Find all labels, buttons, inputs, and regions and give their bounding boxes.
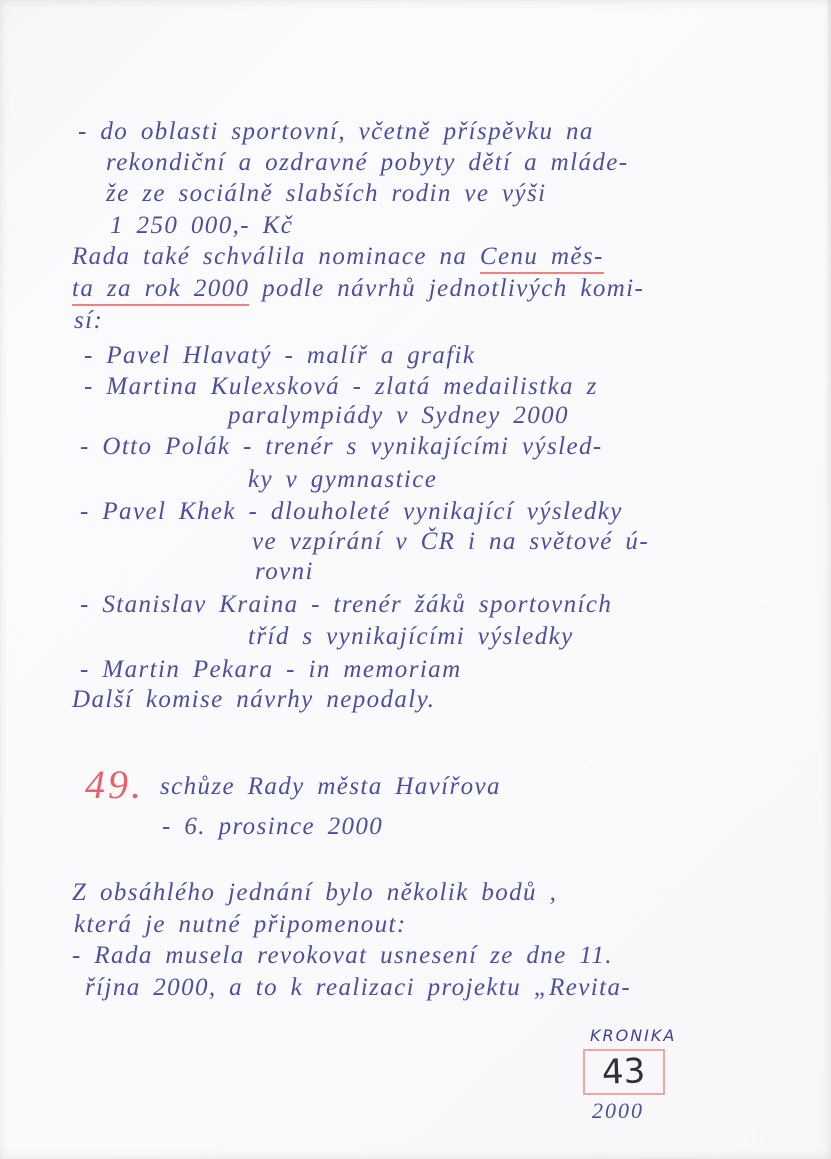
section-heading-date [162,812,383,842]
handwritten-line [72,242,604,272]
text-segment: - Stanislav Kraina - trenér žáků sportovních [80,591,613,618]
handwritten-line [72,274,644,304]
handwritten-line [248,465,437,495]
stamp-box [583,1049,665,1095]
text-segment: - 6. prosince 2000 [162,813,384,840]
meeting-number: 49. [85,762,144,807]
meeting-title: schůze Rady města Havířova [160,773,501,800]
handwritten-line [72,685,435,715]
handwritten-line [110,211,293,241]
text-segment: - Pavel Khek - dlouholeté vynikající výsledky [80,498,623,525]
handwritten-line [248,622,574,652]
handwritten-line [72,941,613,971]
text-segment: která je nutné připomenout: [74,911,407,938]
text-segment: rovni [255,558,314,585]
handwritten-line [72,878,557,908]
text-segment: Další komise návrhy nepodaly. [72,686,436,713]
handwritten-line [80,497,623,527]
stamp-year: 2000 [592,1098,644,1123]
text-segment: ve vzpírání v ČR i na světové ú- [252,528,650,555]
text-segment: tříd s vynikajícími výsledky [248,623,574,650]
text-segment: paralympiády v Sydney 2000 [228,402,569,429]
handwritten-line [228,401,569,431]
text-segment: rekondiční a ozdravné pobyty dětí a mláde- [106,149,629,176]
text-segment: že ze sociálně slabších rodin ve výši [106,180,547,207]
handwritten-line [85,973,631,1003]
text-segment: - Martin Pekara - in memoriam [80,656,462,683]
red-underlined-text: ta za rok 2000 [72,275,249,306]
handwritten-line [80,655,462,685]
stamp-page-number: 43 [601,1051,647,1093]
text-segment: - Rada musela revokovat usnesení ze dne 11. [72,942,613,969]
stamp-label: KRONIKA [590,1026,677,1045]
handwritten-line [84,372,598,402]
text-segment: Z obsáhlého jednání bylo několik bodů , [72,879,558,906]
text-segment: ky v gymnastice [248,466,438,493]
kronika-stamp [578,1026,728,1124]
handwritten-line [78,117,594,147]
handwritten-line [74,306,103,336]
text-segment: října 2000, a to k realizaci projektu „Revita- [85,974,632,1001]
handwritten-line [80,432,603,462]
text-segment: - Pavel Hlavatý - malíř a grafik [84,342,476,369]
text-segment: podle návrhů jednotlivých komi- [249,275,645,302]
text-segment: sí: [74,307,104,334]
text-segment: Rada také schválila nominace na [72,243,480,270]
text-segment: - Martina Kulexsková - zlatá medailistka z [84,373,598,400]
text-segment: 1 250 000,- Kč [110,212,294,239]
handwritten-line [255,557,314,587]
section-heading [85,762,501,807]
handwritten-line [252,527,649,557]
handwritten-line [84,341,475,371]
handwritten-line [106,179,547,209]
handwritten-line [80,590,612,620]
text-segment: - Otto Polák - trenér s vynikajícími výsled- [80,433,603,460]
red-underlined-text: Cenu měs- [480,243,604,274]
handwritten-line [74,910,407,940]
text-segment: - do oblasti sportovní, včetně příspěvku na [78,118,594,145]
handwritten-line [106,148,628,178]
